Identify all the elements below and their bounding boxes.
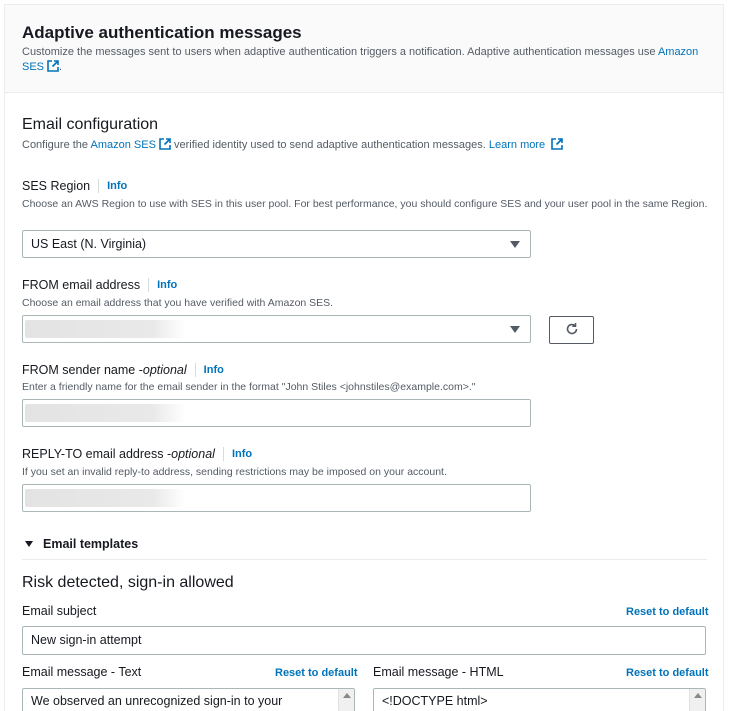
email-html-textarea[interactable] bbox=[373, 688, 706, 711]
amazon-ses-link[interactable]: Amazon SES bbox=[22, 46, 699, 73]
scrollbar[interactable] bbox=[338, 689, 354, 711]
ses-region-select[interactable] bbox=[22, 230, 531, 258]
email-html-value: <!DOCTYPE html> bbox=[382, 694, 488, 708]
optional-tag: optional bbox=[171, 447, 215, 461]
email-html-label: Email message - HTML bbox=[373, 665, 504, 679]
triangle-down-icon bbox=[25, 541, 33, 547]
info-separator bbox=[148, 278, 149, 292]
text-reset-link[interactable]: Reset to default bbox=[275, 667, 358, 679]
reply-to-label-text: REPLY-TO email address - bbox=[22, 447, 172, 461]
email-config-desc-mid: verified identity used to send adaptive authentication messages. bbox=[170, 139, 489, 151]
refresh-button[interactable] bbox=[549, 316, 594, 344]
email-config-description bbox=[22, 138, 563, 151]
info-separator bbox=[98, 179, 99, 193]
panel-desc-text: Customize the messages sent to users when adaptive authentication triggers a notification. Adaptive authentication messages use bbox=[22, 46, 658, 58]
email-templates-expander[interactable] bbox=[25, 537, 138, 551]
from-email-select[interactable] bbox=[22, 315, 531, 343]
email-text-value: We observed an unrecognized sign-in to your bbox=[31, 694, 283, 708]
reply-to-info-link[interactable]: Info bbox=[231, 448, 253, 460]
panel-title: Adaptive authentication messages bbox=[22, 23, 302, 42]
ses-region-label-text: SES Region bbox=[22, 179, 91, 193]
from-email-label bbox=[22, 278, 177, 292]
ses-region-label bbox=[22, 179, 127, 193]
from-email-description: Choose an email address that you have verified with Amazon SES. bbox=[22, 297, 334, 309]
scrollbar[interactable] bbox=[689, 689, 705, 711]
reply-to-description: If you set an invalid reply-to address, sending restrictions may be imposed on your account. bbox=[22, 466, 447, 478]
external-link-icon[interactable] bbox=[159, 138, 171, 150]
scroll-up-icon[interactable] bbox=[343, 693, 351, 698]
ses-region-value: US East (N. Virginia) bbox=[31, 237, 147, 251]
email-text-textarea[interactable] bbox=[22, 688, 355, 711]
divider bbox=[22, 559, 707, 560]
ses-region-info-link[interactable]: Info bbox=[107, 180, 128, 192]
info-separator bbox=[195, 363, 196, 377]
email-text-label: Email message - Text bbox=[22, 665, 142, 679]
redacted-value bbox=[25, 320, 185, 338]
learn-more-link[interactable]: Learn more bbox=[488, 139, 546, 151]
ses-region-description: Choose an AWS Region to use with SES in this user pool. For best performance, you should configure SES and your user pool in the same Region. bbox=[22, 198, 708, 210]
subject-reset-link[interactable]: Reset to default bbox=[626, 606, 709, 618]
caret-down-icon bbox=[510, 326, 520, 333]
scroll-up-icon[interactable] bbox=[694, 693, 702, 698]
email-subject-input[interactable] bbox=[22, 626, 706, 655]
external-link-icon[interactable] bbox=[551, 138, 563, 150]
adaptive-auth-panel bbox=[4, 4, 724, 711]
from-sender-info-link[interactable]: Info bbox=[203, 364, 224, 376]
email-config-desc-pre: Configure the bbox=[22, 139, 91, 151]
email-config-title: Email configuration bbox=[22, 116, 159, 133]
email-config-ses-link[interactable]: Amazon SES bbox=[90, 139, 156, 151]
refresh-icon bbox=[565, 322, 579, 339]
from-sender-input[interactable] bbox=[22, 399, 531, 427]
panel-desc-end: . bbox=[59, 61, 63, 73]
email-subject-value: New sign-in attempt bbox=[31, 633, 142, 647]
from-sender-label-text: FROM sender name - bbox=[22, 363, 143, 377]
panel-description bbox=[22, 45, 712, 75]
redacted-value bbox=[25, 404, 185, 422]
caret-down-icon bbox=[510, 241, 520, 248]
external-link-icon[interactable] bbox=[47, 60, 59, 72]
from-sender-description: Enter a friendly name for the email sender in the format "John Stiles <johnstiles@example.com>." bbox=[22, 381, 476, 393]
panel-header bbox=[5, 5, 723, 93]
redacted-value bbox=[25, 489, 185, 507]
html-reset-link[interactable]: Reset to default bbox=[626, 667, 709, 679]
optional-tag: optional bbox=[142, 363, 187, 377]
email-templates-label: Email templates bbox=[43, 537, 139, 551]
from-email-label-text: FROM email address bbox=[22, 278, 141, 292]
reply-to-input[interactable] bbox=[22, 484, 531, 512]
from-email-info-link[interactable]: Info bbox=[157, 279, 178, 291]
reply-to-label bbox=[22, 447, 252, 461]
risk-section-title: Risk detected, sign-in allowed bbox=[22, 574, 234, 591]
from-sender-label bbox=[22, 363, 224, 377]
info-separator bbox=[223, 447, 224, 461]
email-subject-label: Email subject bbox=[22, 604, 97, 618]
